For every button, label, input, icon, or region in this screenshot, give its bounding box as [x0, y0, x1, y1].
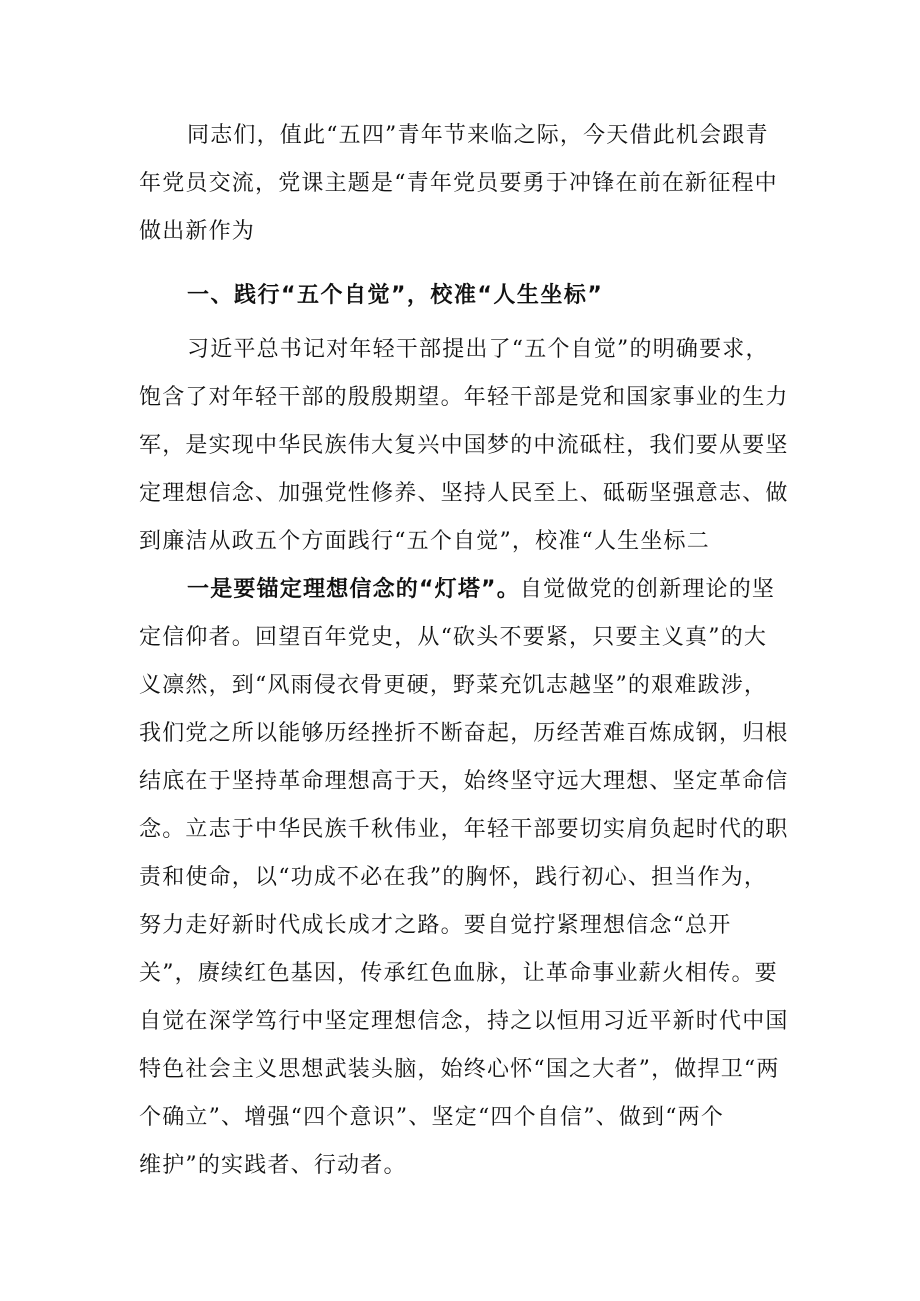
paragraph-line: 到廉洁从政五个方面践行“五个自觉”，校准“人生坐标二: [139, 529, 710, 554]
point-lead-rest: 自觉做党的创新理论的坚: [519, 577, 776, 602]
spacer: [139, 256, 789, 272]
paragraph-line: 念。立志于中华民族千秋伟业，年轻干部要切实肩负起时代的职: [139, 817, 789, 842]
paragraph-line: 责和使命，以“功成不必在我”的胸怀，践行初心、担当作为，: [139, 865, 768, 890]
section-heading: 一、践行“五个自觉”，校准“人生坐标”: [187, 283, 604, 308]
paragraph-line: 饱含了对年轻干部的殷殷期望。年轻干部是党和国家事业的生力: [139, 385, 789, 410]
paragraph-line: 我们党之所以能够历经挫折不断奋起，历经苦难百炼成钢，归根: [139, 721, 789, 746]
document-body: [139, 112, 789, 1190]
paragraph-line: 努力走好新时代成长成才之路。要自觉拧紧理想信念“总开: [139, 913, 732, 938]
paragraph-line: [139, 566, 789, 614]
paragraph-line: 军，是实现中华民族伟大复兴中国梦的中流砥柱，我们要从要坚: [139, 433, 789, 458]
intro-line: 同志们，值此“五四”青年节来临之际，今天借此机会跟青: [187, 123, 769, 148]
paragraph-line: 定理想信念、加强党性修养、坚持人民至上、砥砺坚强意志、做: [139, 481, 789, 506]
paragraph-line: 自觉在深学笃行中坚定理想信念，持之以恒用习近平新时代中国: [139, 1009, 789, 1034]
intro-line: 做出新作为: [139, 219, 256, 244]
paragraph-line: 维护”的实践者、行动者。: [139, 1153, 407, 1178]
paragraph-line: 关”，赓续红色基因，传承红色血脉，让革命事业薪火相传。要: [139, 961, 778, 986]
paragraph-line: 结底在于坚持革命理想高于天，始终坚守远大理想、坚定革命信: [139, 769, 789, 794]
paragraph-line: 定信仰者。回望百年党史，从“砍头不要紧，只要主义真”的大: [139, 625, 768, 650]
paragraph-line: 个确立”、增强“四个意识”、坚定“四个自信”、做到“两个: [139, 1105, 725, 1130]
point-lead-bold: 一是要锚定理想信念的“灯塔”。: [187, 577, 520, 602]
paragraph-line: 习近平总书记对年轻干部提出了“五个自觉”的明确要求，: [187, 337, 769, 362]
paragraph-line: 特色社会主义思想武装头脑，始终心怀“国之大者”，做捍卫“两: [139, 1057, 780, 1082]
intro-line: 年党员交流，党课主题是“青年党员要勇于冲锋在前在新征程中: [139, 171, 778, 196]
paragraph-line: 义凛然，到“风雨侵衣骨更硬，野菜充饥志越坚”的艰难跋涉，: [139, 673, 768, 698]
